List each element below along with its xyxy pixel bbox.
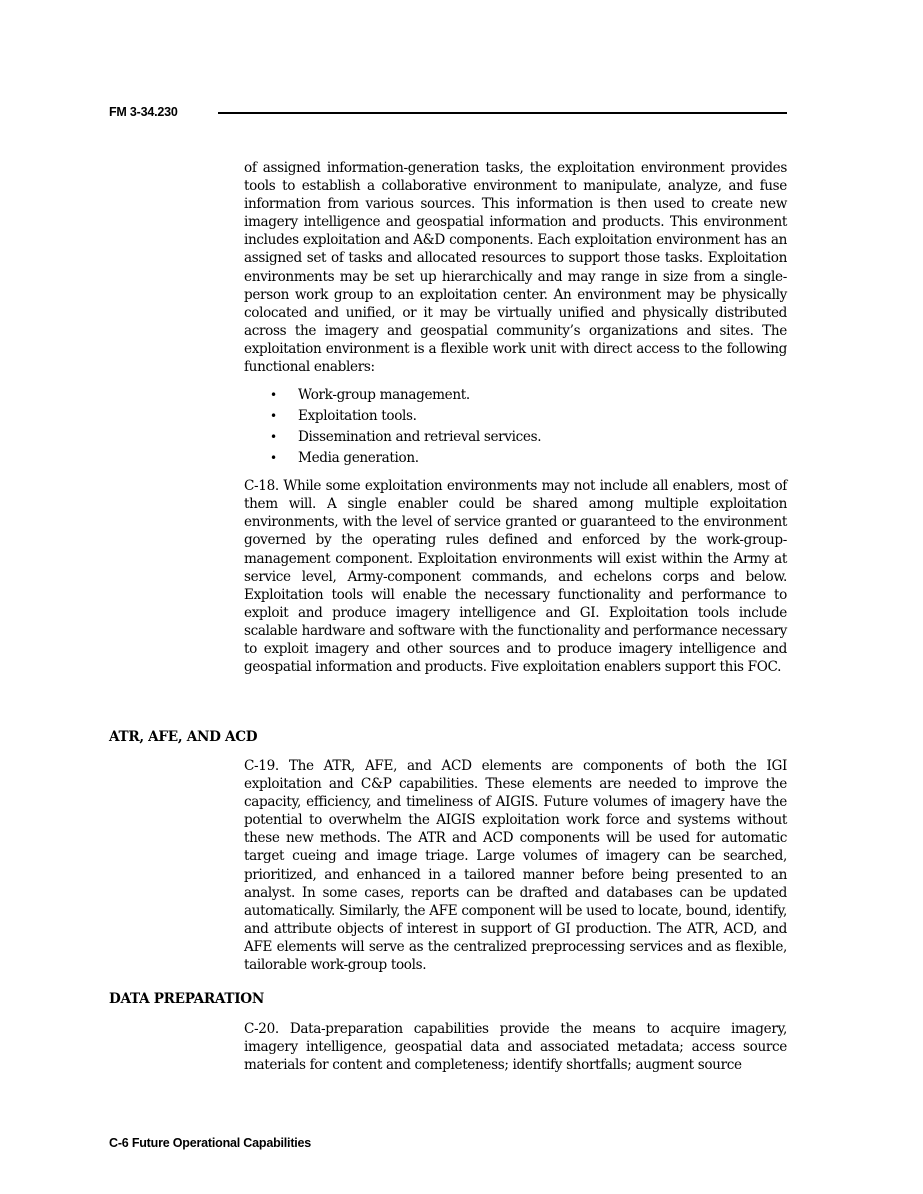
paragraph-c19: C-19. The ATR, AFE, and ACD elements are components of both the IGI exploitation and C&P capabilities. These elements are needed to improve the capacity, efficiency, and timeliness of AIGIS. Future volumes of imagery have the potential to overwhelm the AIGIS exploitation work force and systems without these new methods. The ATR and ACD components will be used for automatic target cueing and image triage. Large volumes of imagery can be searched, prioritized, and enhanced in a tailored manner before being presented to an analyst. In some cases, reports can be drafted and databases can be updated automatically. Similarly, the AFE component will be used to locate, bound, identify, and attribute objects of interest in support of GI production. The ATR, ACD, and AFE elements will serve as the centralized preprocessing services and as flexible, tailorable work-group tools. [244, 758, 787, 974]
bullet-icon: • [270, 388, 277, 403]
section-heading-data-preparation: DATA PREPARATION [109, 991, 264, 1007]
list-item: • Dissemination and retrieval services. [244, 427, 787, 448]
list-item: • Media generation. [244, 448, 787, 469]
header-rule [218, 112, 787, 114]
body-block-2 [244, 757, 787, 974]
paragraph-c20: C-20. Data-preparation capabilities provide the means to acquire imagery, imagery intelligence, geospatial data and associated metadata; access source materials for content and completeness; identify shortfalls; augment source [244, 1021, 787, 1074]
bullet-icon: • [270, 430, 277, 445]
body-block-1 [244, 159, 787, 676]
bullet-icon: • [270, 451, 277, 466]
list-item: • Exploitation tools. [244, 406, 787, 427]
paragraph-continued: of assigned information-generation tasks, the exploitation environment provides tools to establish a collaborative environment to manipulate, analyze, and fuse information from various sources. This information is then used to create new imagery intelligence and geospatial information and products. This environment includes exploitation and A&D components. Each exploitation environment has an assigned set of tasks and allocated resources to support those tasks. Exploitation environments may be set up hierarchically and may range in size from a single-person work group to an exploitation center. An environment may be physically colocated and unified, or it may be virtually unified and physically distributed across the imagery and geospatial community’s organizations and sites. The exploitation environment is a flexible work unit with direct access to the following functional enablers: [244, 160, 787, 376]
page-footer: C-6 Future Operational Capabilities [109, 1136, 312, 1150]
list-item: • Work-group management. [244, 385, 787, 406]
paragraph-c18: C-18. While some exploitation environments may not include all enablers, most of them will. A single enabler could be shared among multiple exploitation environments, with the level of service granted or guaranteed to the environment governed by the operating rules defined and enforced by the work-group-management component. Exploitation environments will exist within the Army at service level, Army-component commands, and echelons corps and below. Exploitation tools will enable the necessary functionality and performance to exploit and produce imagery intelligence and GI. Exploitation tools include scalable hardware and software with the functionality and performance necessary to exploit imagery and other sources and to produce imagery intelligence and geospatial information and products. Five exploitation enablers support this FOC. [244, 478, 787, 676]
enabler-list [244, 385, 787, 469]
section-heading-atr: ATR, AFE, AND ACD [109, 729, 258, 745]
body-block-3 [244, 1020, 787, 1074]
running-head: FM 3-34.230 [109, 105, 178, 119]
bullet-icon: • [270, 409, 277, 424]
